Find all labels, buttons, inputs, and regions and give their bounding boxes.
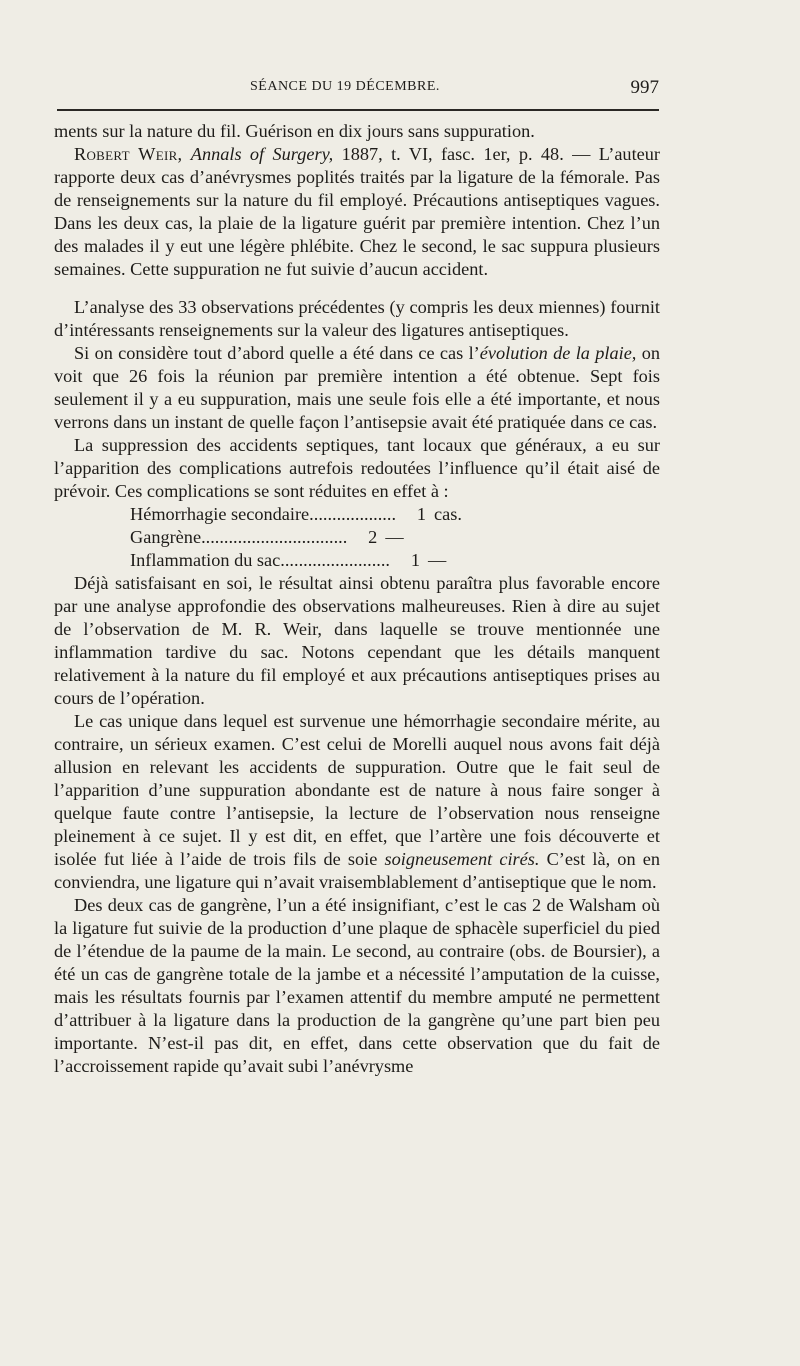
- paragraph-evolution: [54, 342, 660, 434]
- paragraph-suppression: La suppression des accidents septiques, tant locaux que généraux, a eu sur l’apparition des complications autrefois redoutées l’influence qu’il était aisé de prévoir. Ces complications se sont réduites en effet à :: [54, 435, 660, 501]
- leader-dots: ................................: [201, 527, 348, 547]
- paragraph-hemorrhagie-b: C’est là, on en conviendra, une ligature qui n’avait vraisemblablement d’antiseptique que le nom.: [54, 849, 661, 892]
- header-rule: [57, 109, 659, 111]
- body-text: [54, 120, 660, 1078]
- complication-count: 1: [416, 504, 427, 524]
- leader-dots: ........................: [280, 550, 390, 570]
- paragraph-hemorrhagie-a: Le cas unique dans lequel est survenue une hémorrhagie secondaire mérite, au contraire, un sérieux examen. C’est celui de Morelli auquel nous avons fait déjà allusion en relevant les accidents de suppuration. Outre que le fait seul de l’apparition d’une suppuration abondante est de nature à nous faire songer à quelque faute contre l’antisepsie, la lecture de l’observation nous renseigne pleinement à ce sujet. Il y est dit, en effet, que l’artère une fois découverte et isolée fut liée à l’aide de trois fils de soie: [54, 711, 660, 869]
- complication-unit: —: [385, 527, 404, 547]
- complications-table: [54, 503, 660, 572]
- leader-dots: ...................: [309, 504, 397, 524]
- running-header: [55, 79, 659, 101]
- paragraph-evolution-a: Si on considère tout d’abord quelle a été dans ce cas l’: [74, 343, 480, 363]
- paragraph-weir: [54, 143, 660, 281]
- paragraph-hemorrhagie: [54, 710, 660, 894]
- header-title: SÉANCE DU 19 DÉCEMBRE.: [250, 79, 440, 94]
- table-row: [54, 526, 660, 549]
- complication-unit: cas.: [434, 504, 462, 524]
- table-row: [54, 503, 660, 526]
- author-name: Robert Weir,: [74, 144, 183, 164]
- paragraph-evolution-em: évolution de la plaie,: [479, 343, 637, 363]
- paragraph-hemorrhagie-em: soigneusement cirés.: [384, 849, 540, 869]
- complication-label: Gangrène: [130, 527, 202, 547]
- page-number: 997: [630, 77, 659, 98]
- complication-label: Hémorrhagie secondaire: [130, 504, 310, 524]
- complication-label: Inflammation du sac: [130, 550, 281, 570]
- journal-title: Annals of Surgery,: [190, 144, 334, 164]
- paragraph-gangrene: Des deux cas de gangrène, l’un a été insignifiant, c’est le cas 2 de Walsham où la ligature fut suivie de la production d’une plaque de sphacèle superficiel du pied de l’étendue de la paume de la main. Le second, au contraire (obs. de Boursier), a été un cas de gangrène totale de la jambe et a nécessité l’amputation de la cuisse, mais les résultats fournis par l’examen attentif du membre amputé ne permettent d’attribuer à la ligature dans la production de la gangrène qu’une part bien peu importante. N’est-il pas dit, en effet, dans cette observation que du fait de l’accroissement rapide qu’avait subi l’anévrysme: [54, 895, 660, 1076]
- paragraph-evolution-b: on voit que 26 fois la réunion par première intention a été obtenue. Sept fois seulement il y a eu suppuration, mais une seule fois elle a été importante, et nous verrons dans un instant de quelle façon l’antisepsie avait été pratiquée dans ce cas.: [54, 343, 660, 432]
- complication-count: 1: [410, 550, 420, 570]
- table-row: [54, 549, 660, 572]
- complication-unit: —: [427, 550, 447, 570]
- paragraph-1: ments sur la nature du fil. Guérison en dix jours sans suppuration.: [54, 121, 535, 141]
- paragraph-weir-text: 1887, t. VI, fasc. 1er, p. 48. — L’auteur rapporte deux cas d’anévrysmes poplités traités par la ligature de la fémorale. Pas de renseignements sur la nature du fil employé. Précautions antiseptiques vagues. Dans les deux cas, la plaie de la ligature guérit par première intention. Chez l’un des malades il y eut une légère phlébite. Chez le second, le sac suppura plusieurs semaines. Cette suppuration ne fut suivie d’aucun accident.: [54, 144, 660, 279]
- complication-count: 2: [368, 527, 378, 547]
- paragraph-resultat: Déjà satisfaisant en soi, le résultat ainsi obtenu paraîtra plus favorable encore par une analyse approfondie des observations malheureuses. Rien à dire au sujet de l’observation de M. R. Weir, dans laquelle se trouve mentionnée une inflammation tardive du sac. Notons cependant que les détails manquent relativement à la nature du fil employé et aux précautions antiseptiques prises au cours de l’opération.: [54, 573, 660, 708]
- paragraph-analyse: L’analyse des 33 observations précédentes (y compris les deux miennes) fournit d’intéressants renseignements sur la valeur des ligatures antiseptiques.: [54, 297, 660, 340]
